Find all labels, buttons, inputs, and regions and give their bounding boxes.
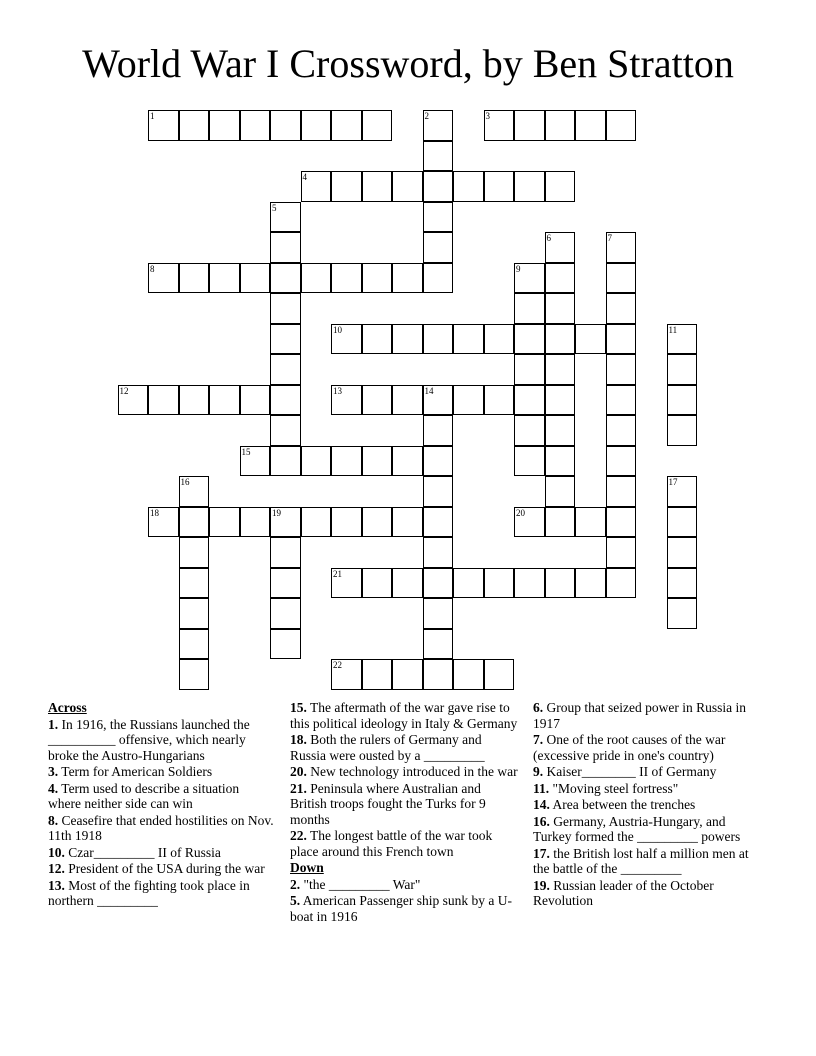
clue-number: 12.: [48, 861, 65, 876]
grid-cell[interactable]: [575, 568, 606, 599]
grid-cell[interactable]: [270, 507, 301, 538]
grid-cell[interactable]: [392, 659, 423, 690]
clue-number: 13.: [48, 877, 65, 893]
clue-number: 6.: [533, 700, 544, 715]
grid-cell[interactable]: [270, 415, 301, 446]
cell-number: 20: [516, 507, 525, 518]
grid-cell[interactable]: [240, 507, 271, 538]
cell-number: 12: [119, 385, 129, 396]
clue-item: [48, 781, 274, 812]
grid-cell[interactable]: [545, 476, 576, 507]
grid-cell[interactable]: [362, 110, 393, 141]
clue-number: 18.: [290, 732, 307, 747]
across-heading: Across: [48, 700, 87, 715]
grid-cell[interactable]: [667, 415, 698, 446]
grid-cell[interactable]: [331, 110, 362, 141]
clue-text: The aftermath of the war gave rise to this political ideology in Italy & Germany: [290, 700, 518, 731]
grid-cell[interactable]: [270, 385, 301, 416]
cell-number: 13: [333, 385, 342, 396]
grid-cell[interactable]: [270, 598, 301, 629]
clue-number: 19.: [533, 877, 550, 893]
grid-cell[interactable]: [484, 385, 515, 416]
grid-cell[interactable]: [545, 446, 576, 477]
cell-number: 8: [150, 263, 155, 274]
clue-number: 15.: [290, 700, 307, 715]
clue-number: 16.: [533, 813, 550, 829]
grid-cell[interactable]: [270, 232, 301, 263]
grid-cell[interactable]: [514, 507, 545, 538]
clue-text: Term used to describe a situation where neither side can win: [48, 780, 240, 811]
clue-item: [533, 732, 763, 763]
grid-cell[interactable]: [270, 263, 301, 294]
clue-item: [48, 813, 274, 844]
grid-cell[interactable]: [148, 385, 179, 416]
grid-cell[interactable]: [179, 598, 210, 629]
cell-number: 11: [668, 324, 678, 335]
grid-cell[interactable]: [484, 568, 515, 599]
clue-text: President of the USA during the war: [68, 861, 265, 876]
grid-cell[interactable]: [484, 324, 515, 355]
cell-number: 5: [272, 202, 277, 213]
grid-cell[interactable]: [667, 537, 698, 568]
clue-text: New technology introduced in the war: [310, 764, 518, 779]
grid-cell[interactable]: [545, 354, 576, 385]
grid-cell[interactable]: [362, 507, 393, 538]
grid-cell[interactable]: [514, 293, 545, 324]
grid-cell[interactable]: [423, 598, 454, 629]
grid-cell[interactable]: [484, 110, 515, 141]
clue-text: One of the root causes of the war (excessive pride in one's country): [533, 732, 726, 763]
grid-cell[interactable]: [209, 385, 240, 416]
grid-cell[interactable]: [514, 354, 545, 385]
grid-cell[interactable]: [606, 385, 637, 416]
clue-number: 11.: [533, 780, 550, 796]
clue-number: 21.: [290, 780, 307, 796]
clue-item: [533, 814, 763, 845]
grid-cell[interactable]: [606, 507, 637, 538]
clue-text: "Moving steel fortress": [552, 780, 679, 796]
grid-cell[interactable]: [331, 263, 362, 294]
grid-cell[interactable]: [606, 537, 637, 568]
grid-cell[interactable]: [667, 324, 698, 355]
cell-number: 10: [333, 324, 342, 335]
clue-number: 20.: [290, 764, 307, 779]
grid-cell[interactable]: [667, 507, 698, 538]
grid-cell[interactable]: [423, 537, 454, 568]
cell-number: 18: [150, 507, 159, 518]
grid-cell[interactable]: [118, 385, 149, 416]
grid-cell[interactable]: [270, 629, 301, 660]
grid-cell[interactable]: [331, 507, 362, 538]
grid-cell[interactable]: [179, 385, 210, 416]
clue-number: 9.: [533, 764, 544, 779]
grid-cell[interactable]: [270, 202, 301, 233]
cell-number: 21: [333, 568, 342, 579]
grid-cell[interactable]: [423, 141, 454, 172]
grid-cell[interactable]: [270, 110, 301, 141]
clue-item: [48, 861, 274, 877]
grid-cell[interactable]: [423, 385, 454, 416]
clue-text: Germany, Austria-Hungary, and Turkey formed the _________ powers: [533, 813, 741, 844]
grid-cell[interactable]: [514, 385, 545, 416]
grid-cell[interactable]: [392, 324, 423, 355]
clue-text: Group that seized power in Russia in 1917: [533, 700, 746, 731]
grid-cell[interactable]: [514, 568, 545, 599]
grid-cell[interactable]: [270, 446, 301, 477]
grid-cell[interactable]: [606, 415, 637, 446]
clue-column-3: [533, 700, 763, 910]
grid-cell[interactable]: [240, 446, 271, 477]
grid-cell[interactable]: [270, 324, 301, 355]
grid-cell[interactable]: [575, 324, 606, 355]
grid-cell[interactable]: [484, 171, 515, 202]
grid-cell[interactable]: [179, 568, 210, 599]
grid-cell[interactable]: [667, 598, 698, 629]
grid-cell[interactable]: [392, 385, 423, 416]
grid-cell[interactable]: [392, 568, 423, 599]
grid-cell[interactable]: [179, 263, 210, 294]
grid-cell[interactable]: [362, 659, 393, 690]
grid-cell[interactable]: [545, 110, 576, 141]
grid-cell[interactable]: [606, 263, 637, 294]
clue-text: Both the rulers of Germany and Russia were ousted by a _________: [290, 732, 485, 763]
grid-cell[interactable]: [514, 263, 545, 294]
grid-cell[interactable]: [362, 446, 393, 477]
grid-cell[interactable]: [606, 568, 637, 599]
grid-cell[interactable]: [423, 202, 454, 233]
grid-cell[interactable]: [514, 110, 545, 141]
grid-cell[interactable]: [331, 171, 362, 202]
clue-number: 4.: [48, 780, 59, 796]
clue-item: [290, 877, 520, 893]
grid-cell[interactable]: [545, 324, 576, 355]
clue-number: 22.: [290, 828, 307, 843]
clue-item: [533, 781, 763, 797]
grid-cell[interactable]: [667, 568, 698, 599]
clue-item: [48, 764, 274, 780]
cell-number: 6: [546, 233, 551, 243]
grid-cell[interactable]: [179, 110, 210, 141]
grid-cell[interactable]: [484, 659, 515, 690]
grid-cell[interactable]: [209, 507, 240, 538]
clue-number: 8.: [48, 812, 59, 828]
grid-cell[interactable]: [667, 476, 698, 507]
grid-cell[interactable]: [423, 171, 454, 202]
grid-cell[interactable]: [331, 446, 362, 477]
grid-cell[interactable]: [331, 568, 362, 599]
grid-cell[interactable]: [575, 507, 606, 538]
grid-cell[interactable]: [148, 110, 179, 141]
grid-cell[interactable]: [240, 110, 271, 141]
grid-cell[interactable]: [331, 324, 362, 355]
clue-item: [533, 878, 763, 909]
grid-cell[interactable]: [301, 446, 332, 477]
grid-cell[interactable]: [362, 385, 393, 416]
clue-column-1: [48, 700, 274, 910]
clue-item: [290, 781, 520, 828]
cell-number: 16: [180, 477, 190, 487]
grid-cell[interactable]: [301, 507, 332, 538]
grid-cell[interactable]: [240, 263, 271, 294]
clue-column-2: [290, 700, 520, 925]
grid-cell[interactable]: [270, 293, 301, 324]
cell-number: 9: [516, 263, 521, 274]
cell-number: 2: [424, 111, 429, 121]
clue-item: [533, 764, 763, 780]
grid-cell[interactable]: [545, 568, 576, 599]
grid-cell[interactable]: [392, 446, 423, 477]
grid-cell[interactable]: [453, 385, 484, 416]
page-title: World War I Crossword, by Ben Stratton: [82, 41, 734, 86]
grid-cell[interactable]: [362, 324, 393, 355]
grid-cell[interactable]: [667, 385, 698, 416]
grid-cell[interactable]: [423, 659, 454, 690]
clue-item: [290, 764, 520, 780]
clue-text: Kaiser________ II of Germany: [546, 764, 717, 779]
grid-cell[interactable]: [423, 324, 454, 355]
grid-cell[interactable]: [331, 659, 362, 690]
grid-cell[interactable]: [392, 263, 423, 294]
grid-cell[interactable]: [362, 263, 393, 294]
clue-number: 10.: [48, 844, 65, 860]
grid-cell[interactable]: [514, 415, 545, 446]
cell-number: 1: [150, 111, 155, 121]
grid-cell[interactable]: [545, 293, 576, 324]
grid-cell[interactable]: [667, 354, 698, 385]
clue-item: [290, 700, 520, 731]
grid-cell[interactable]: [179, 476, 210, 507]
clue-item: [290, 732, 520, 763]
grid-cell[interactable]: [423, 232, 454, 263]
grid-cell[interactable]: [545, 385, 576, 416]
clue-text: Czar_________ II of Russia: [68, 844, 221, 860]
grid-cell[interactable]: [514, 171, 545, 202]
grid-cell[interactable]: [545, 232, 576, 263]
grid-cell[interactable]: [423, 110, 454, 141]
clue-number: 3.: [48, 764, 59, 779]
clue-item: [48, 878, 274, 909]
grid-cell[interactable]: [301, 263, 332, 294]
clue-item: [290, 828, 520, 859]
grid-cell[interactable]: [545, 415, 576, 446]
grid-cell[interactable]: [606, 110, 637, 141]
grid-cell[interactable]: [179, 629, 210, 660]
grid-cell[interactable]: [301, 110, 332, 141]
clue-number: 17.: [533, 845, 550, 861]
grid-cell[interactable]: [423, 476, 454, 507]
grid-cell[interactable]: [179, 507, 210, 538]
grid-cell[interactable]: [392, 171, 423, 202]
clue-item: [533, 846, 763, 877]
cell-number: 17: [668, 477, 678, 487]
clue-number: 2.: [290, 876, 301, 892]
clue-text: Peninsula where Australian and British troops fought the Turks for 9 months: [290, 780, 486, 827]
grid-cell[interactable]: [270, 537, 301, 568]
grid-cell[interactable]: [331, 385, 362, 416]
grid-cell[interactable]: [179, 659, 210, 690]
clue-number: 1.: [48, 716, 59, 732]
grid-cell[interactable]: [545, 171, 576, 202]
grid-cell[interactable]: [362, 568, 393, 599]
clue-item: [48, 845, 274, 861]
grid-cell[interactable]: [453, 171, 484, 202]
grid-cell[interactable]: [606, 232, 637, 263]
grid-cell[interactable]: [148, 263, 179, 294]
clue-item: [48, 717, 274, 764]
down-heading: Down: [290, 860, 324, 875]
clue-text: American Passenger ship sunk by a U-boat in 1916: [290, 893, 512, 924]
clue-text: the British lost half a million men at the battle of the _________: [533, 845, 749, 876]
cell-number: 19: [272, 507, 281, 518]
grid-cell[interactable]: [240, 385, 271, 416]
grid-cell[interactable]: [270, 568, 301, 599]
clue-item: [533, 797, 763, 813]
grid-cell[interactable]: [423, 568, 454, 599]
grid-cell[interactable]: [545, 263, 576, 294]
clue-item: [533, 700, 763, 731]
clue-text: Ceasefire that ended hostilities on Nov. 11th 1918: [48, 812, 274, 843]
grid-cell[interactable]: [423, 415, 454, 446]
clue-text: The longest battle of the war took place around this French town: [290, 828, 493, 859]
grid-cell[interactable]: [423, 446, 454, 477]
grid-cell[interactable]: [392, 507, 423, 538]
grid-cell[interactable]: [606, 293, 637, 324]
cell-number: 4: [302, 172, 307, 182]
grid-cell[interactable]: [270, 354, 301, 385]
grid-cell[interactable]: [362, 171, 393, 202]
clue-text: "the _________ War": [303, 876, 421, 892]
cell-number: 3: [485, 111, 490, 121]
grid-cell[interactable]: [575, 110, 606, 141]
grid-cell[interactable]: [606, 446, 637, 477]
grid-cell[interactable]: [514, 324, 545, 355]
grid-cell[interactable]: [545, 507, 576, 538]
clue-text: Area between the trenches: [552, 797, 696, 812]
cell-number: 15: [241, 446, 251, 457]
grid-cell[interactable]: [514, 446, 545, 477]
clue-number: 5.: [290, 893, 301, 908]
clue-item: [290, 893, 520, 924]
grid-cell[interactable]: [179, 537, 210, 568]
grid-cell[interactable]: [453, 659, 484, 690]
cell-number: 22: [333, 660, 342, 670]
grid-cell[interactable]: [606, 354, 637, 385]
grid-cell[interactable]: [209, 263, 240, 294]
cell-number: 7: [607, 233, 612, 243]
clue-text: Russian leader of the October Revolution: [533, 877, 714, 908]
grid-cell[interactable]: [423, 507, 454, 538]
clue-text: Term for American Soldiers: [61, 764, 213, 779]
clue-text: Most of the fighting took place in northern _________: [48, 877, 250, 908]
grid-cell[interactable]: [453, 324, 484, 355]
grid-cell[interactable]: [606, 324, 637, 355]
clue-number: 14.: [533, 797, 550, 812]
grid-cell[interactable]: [423, 263, 454, 294]
grid-cell[interactable]: [148, 507, 179, 538]
clue-number: 7.: [533, 732, 544, 747]
cell-number: 14: [424, 385, 434, 396]
grid-cell[interactable]: [606, 476, 637, 507]
grid-cell[interactable]: [423, 629, 454, 660]
grid-cell[interactable]: [453, 568, 484, 599]
clue-text: In 1916, the Russians launched the __________ offensive, which nearly broke the Austro-Hungarians: [48, 716, 250, 763]
grid-cell[interactable]: [301, 171, 332, 202]
grid-cell[interactable]: [209, 110, 240, 141]
